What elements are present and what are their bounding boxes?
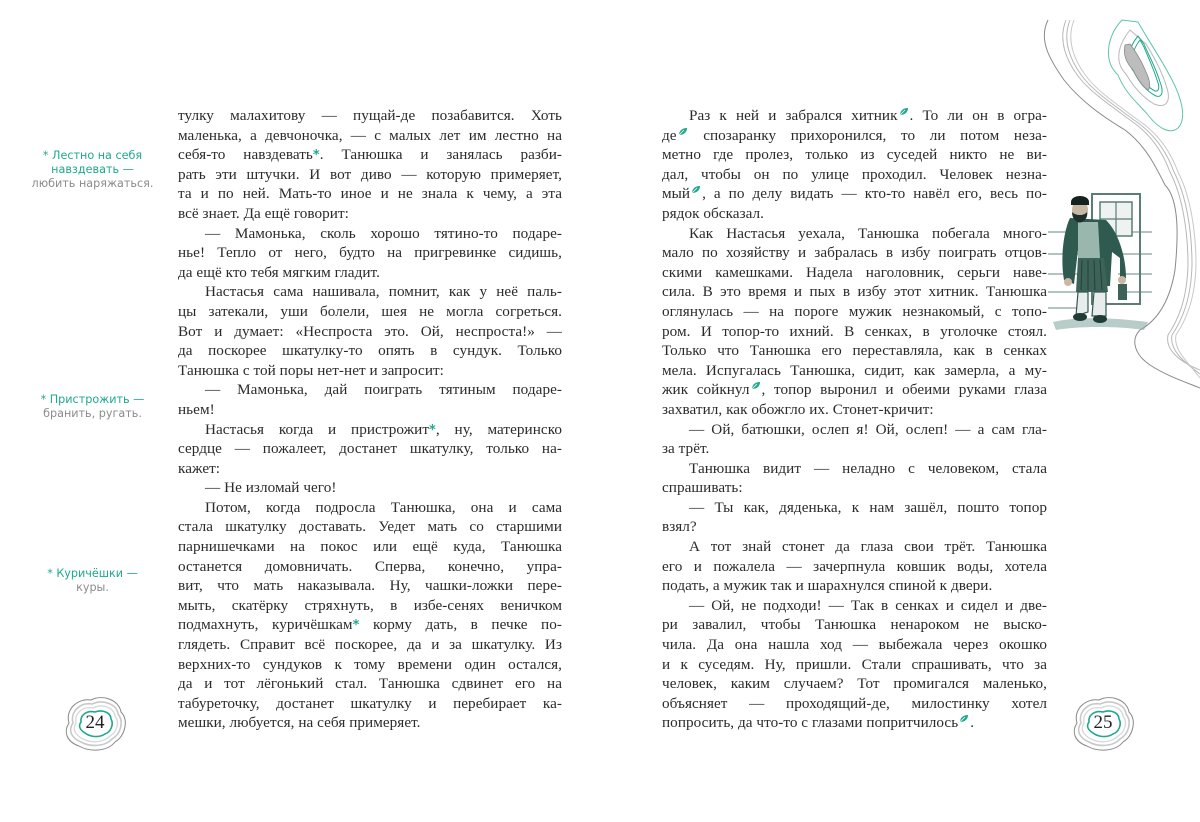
glossary-leaf-marker[interactable] <box>958 714 970 731</box>
text-line <box>178 615 562 635</box>
text-line: кажет: <box>178 459 221 477</box>
text-segment: спозаранку прихоронился, то ли потом неза- <box>688 126 1047 144</box>
text-line: мыть, скатёрку стряхнуть, в избе-сенях веничком <box>178 596 562 614</box>
leaf-icon <box>959 714 969 723</box>
text-line: вит, что мать наказывала. Ну, чашки-ложки пере- <box>178 577 562 595</box>
glossary-leaf-marker[interactable] <box>750 381 762 398</box>
text-line <box>662 380 1047 400</box>
text-line: Как Настасья уехала, Танюшка побегала много- <box>689 224 1047 242</box>
text-line <box>662 713 1047 733</box>
text-line: верхних-то сундуков к тому времени один остался, <box>178 655 562 673</box>
text-line: табуреточку, достанет шкатулку и перебирает ка- <box>178 694 562 712</box>
text-line <box>178 420 562 440</box>
leaf-icon <box>691 185 701 194</box>
footnote-asterisk-icon[interactable]: * <box>429 422 436 438</box>
text-line: Вот и думает: «Неспроста это. Ой, неспроста!» — <box>178 322 562 340</box>
page-number <box>1063 688 1143 758</box>
text-line: рядок обсказал. <box>662 204 765 222</box>
text-segment: Раз к ней и забрался хитник <box>689 107 898 124</box>
text-segment: . Танюшка и занялась разби- <box>319 146 562 164</box>
text-segment: де <box>662 126 677 144</box>
text-line: захватил, как обожгло их. Стонет-кричит: <box>662 400 934 418</box>
text-line: Потом, когда подросла Танюшка, она и сама <box>205 498 562 516</box>
page-number-text: 24 <box>85 712 105 733</box>
text-line <box>662 106 1047 126</box>
text-line: маленька, а девчоночка, — с малых лет им лестно на <box>178 126 562 144</box>
text-line: его и пожалела — зачерпнула ковшик воды, хотела <box>662 557 1047 575</box>
leaf-icon <box>751 381 761 390</box>
text-line: и к суседям. Ну, пришли. Стали спрашивать, что за <box>662 655 1047 673</box>
text-segment: жик сойкнул <box>662 381 750 399</box>
glossary-leaf-marker[interactable] <box>677 127 689 144</box>
text-line: метно где пролез, только из суседей никто не ви- <box>662 146 1047 164</box>
sidenote-definition: любить наряжаться. <box>31 177 154 190</box>
text-line: да поскорее шкатулку-то опять в сундук. Только <box>178 342 562 360</box>
text-line: ньем! <box>178 400 215 418</box>
text-line: мела. Испугалась Танюшка, сидит, как замерла, а му- <box>662 361 1047 379</box>
text-segment: попросить, да что-то с глазами попритчилось <box>662 714 959 732</box>
text-segment: подмахнуть, куричёшкам <box>178 616 353 634</box>
text-line: подать, а мужик так и шарахнулся спиной к двери. <box>662 577 993 595</box>
text-line: сила. В это время и пых в избу этот хитник. Танюшка <box>662 283 1047 301</box>
text-line: спрашивать: <box>662 479 743 497</box>
text-line: человек, каким случаем? Тот промигался маленько, <box>662 675 1047 693</box>
text-segment: себя-то навздевать <box>178 146 313 164</box>
text-line: за трёт. <box>662 440 710 458</box>
text-line: ром. И топор-то ихний. В сенках, в уголочке стоял. <box>662 322 1047 340</box>
sidenote-definition: куры. <box>76 581 109 594</box>
text-line: Настасья сама нашивала, помнит, как у неё паль- <box>205 283 562 301</box>
text-line: стала шкатулку доставать. Уедет мать со старшими <box>178 518 562 536</box>
text-line: да и тот лёгонький стал. Танюшка сдвинет его на <box>178 675 562 693</box>
text-line: оглянулась — на пороге мужик незнакомый, с топо- <box>662 302 1047 320</box>
leaf-icon <box>678 127 688 136</box>
text-segment: мый <box>662 185 691 203</box>
text-line: объясняет — проходящий-де, милостинку хотел <box>662 694 1047 712</box>
text-line: — Мамонька, дай поиграть тятиным подаре- <box>205 381 562 399</box>
text-line: Только что Танюшка его переставляла, как в сенках <box>662 342 1047 360</box>
text-line: рать эти штучки. И вот диво — которую примеряет, <box>178 165 562 183</box>
leaf-icon <box>899 107 909 116</box>
text-segment: . <box>970 714 975 732</box>
text-line: останется домовничать. Сперва, конечно, упра- <box>178 557 562 575</box>
sidenote <box>20 149 165 191</box>
text-line: да ещё кто тебя мягким гладит. <box>178 263 380 281</box>
glossary-leaf-marker[interactable] <box>898 107 910 124</box>
sidenote-term: * Пристрожить — <box>40 393 145 406</box>
text-line: — Не изломай чего! <box>205 479 337 497</box>
text-line: парнишечками на покос или ещё куда, Танюшка <box>178 538 562 556</box>
text-line: мешки, любуется, на себя примеряет. <box>178 714 421 732</box>
text-line: та и по ней. Мать-то иное и не знала к чему, а эта <box>178 185 562 203</box>
text-line: цы затекали, уши болели, шея не могла согреться. <box>178 302 562 320</box>
text-line: Танюшка видит — неладно с человеком, стала <box>689 459 1047 477</box>
text-line: ри завалил, чтобы Танюшка ненароком не выско- <box>662 616 1047 634</box>
glossary-leaf-marker[interactable] <box>690 185 702 202</box>
text-line <box>662 126 1047 146</box>
text-line: глядеть. Справит всё поскорее, да и за шкатулку. Из <box>178 636 562 654</box>
footnote-asterisk-icon[interactable]: * <box>312 148 320 164</box>
text-line: — Мамонька, сколь хорошо тятино-то подаре- <box>205 224 562 242</box>
man-at-door-illustration <box>1048 188 1152 340</box>
sidenote-term: * Лестно на себя навздевать — <box>42 149 143 176</box>
text-segment: , ну, материнско <box>435 420 562 438</box>
text-line: — Ты как, дяденька, к нам зашёл, пошто топор <box>689 498 1047 516</box>
text-line: дал, чтобы он по улице проходил. Человек незна- <box>662 165 1047 183</box>
sidenote <box>20 393 165 421</box>
text-line <box>178 145 562 165</box>
text-segment: корму дать, в печке по- <box>359 616 562 634</box>
body-text <box>178 106 562 733</box>
footnote-asterisk-icon[interactable]: * <box>352 618 360 634</box>
sidenote-definition: бранить, ругать. <box>43 407 142 420</box>
text-line: мало по хозяйству и забралась в избу поиграть отцов- <box>662 244 1047 262</box>
text-line: тулку малахитову — пущай-де позабавится. Хоть <box>178 107 562 124</box>
text-line: Танюшка с той поры нет-нет и запросит: <box>178 361 444 379</box>
text-line: сердце — пожалеет, достанет шкатулку, только на- <box>178 440 562 458</box>
sidenote <box>20 567 165 595</box>
text-line: — Ой, батюшки, ослеп я! Ой, ослеп! — а сам гла- <box>689 420 1047 438</box>
text-line: взял? <box>662 518 697 536</box>
text-line: чила. Да она нашла ход — выбежала через окошко <box>662 636 1047 654</box>
sidenote-term: * Куричёшки — <box>47 567 138 580</box>
text-line <box>662 184 1047 204</box>
text-line: нье! Тепло от него, будто на пригревинке сидишь, <box>178 244 562 262</box>
text-line: А тот знай стонет да глаза свои трёт. Танюшка <box>689 538 1047 556</box>
page-number-text: 25 <box>1093 712 1113 733</box>
text-segment: , топор выронил и обеими руками глаза <box>761 381 1047 399</box>
text-segment: , а по делу видать — кто-то навёл его, весь по- <box>702 185 1047 203</box>
text-segment: . То ли он в огра- <box>909 107 1047 124</box>
text-line: скими камешками. Надела наголовник, серьги наве- <box>662 263 1047 281</box>
body-text <box>662 106 1047 733</box>
text-line: всё знает. Да ещё говорит: <box>178 204 349 222</box>
page-number <box>55 688 135 758</box>
text-segment: Настасья когда и пристрожит <box>205 420 430 438</box>
text-line: — Ой, не подходи! — Так в сенках и сидел и две- <box>689 596 1047 614</box>
